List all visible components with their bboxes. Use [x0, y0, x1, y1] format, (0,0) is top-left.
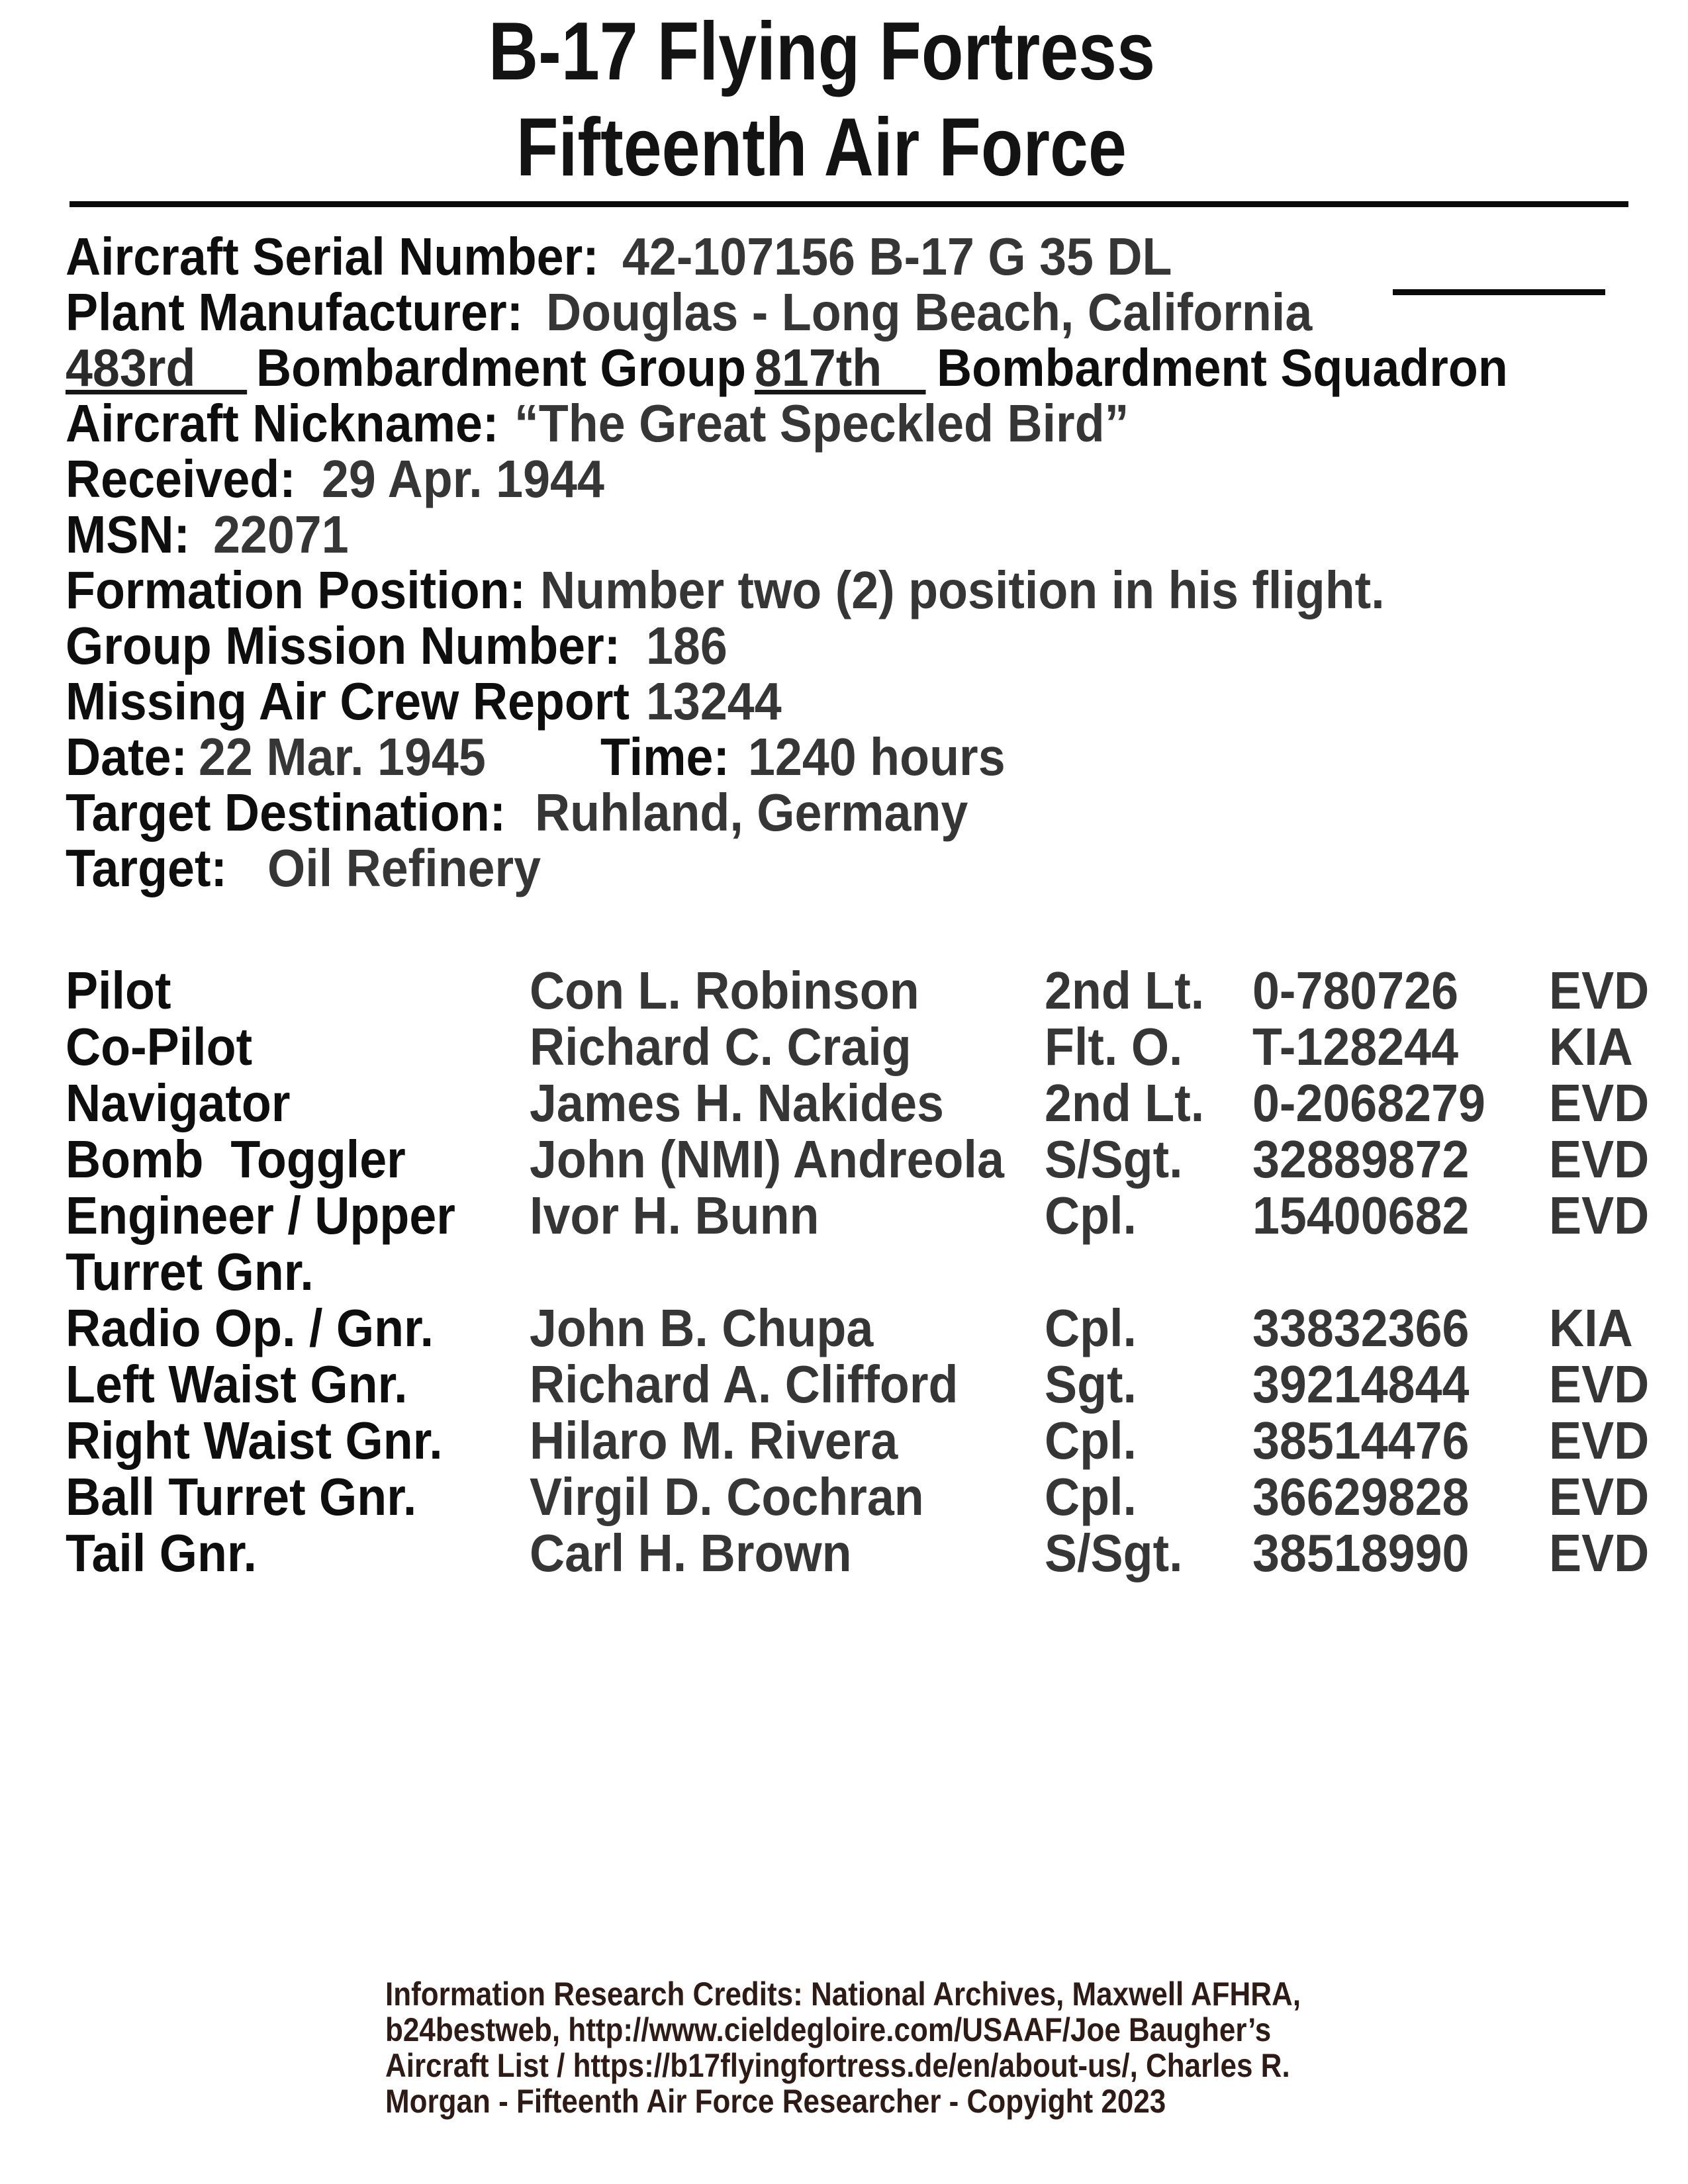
crew-name: James H. Nakides	[530, 1073, 944, 1132]
bomb-group-label: Bombardment Group	[256, 338, 747, 397]
crew-row-ball-turret	[0, 1467, 1688, 1526]
crew-row-navigator	[0, 1073, 1688, 1132]
nickname-value: “The Great Speckled Bird”	[514, 394, 1129, 453]
crew-name: Ivor H. Bunn	[530, 1186, 820, 1245]
plant-manufacturer-label: Plant Manufacturer:	[66, 283, 524, 341]
date-value: 22 Mar. 1945	[199, 727, 486, 786]
crew-name: Hilaro M. Rivera	[530, 1411, 898, 1470]
crew-status: EVD	[1549, 1130, 1650, 1189]
crew-role: Pilot	[66, 961, 171, 1020]
crew-role: Bomb Toggler	[66, 1130, 406, 1189]
msn-label: MSN:	[66, 505, 191, 564]
title-divider-rule	[70, 201, 1628, 207]
title-text: B-17 Flying Fortress	[488, 6, 1155, 97]
target-destination-value: Ruhland, Germany	[535, 783, 968, 842]
crew-rank: Cpl.	[1045, 1467, 1137, 1526]
nickname-label: Aircraft Nickname:	[66, 394, 499, 453]
crew-role: Co-Pilot	[66, 1017, 253, 1076]
crew-rank: Sgt.	[1045, 1355, 1137, 1414]
crew-rank: S/Sgt.	[1045, 1130, 1183, 1189]
crew-row-right-waist	[0, 1411, 1688, 1470]
crew-name: Virgil D. Cochran	[530, 1467, 924, 1526]
time-value: 1240 hours	[748, 727, 1006, 786]
crew-serial: 39214844	[1252, 1355, 1470, 1414]
macr-label: Missing Air Crew Report	[66, 672, 630, 731]
crew-role: Radio Op. / Gnr.	[66, 1298, 434, 1357]
crew-status: KIA	[1549, 1298, 1633, 1357]
crew-status: EVD	[1549, 1073, 1650, 1132]
crew-serial: 32889872	[1252, 1130, 1470, 1189]
bomb-squadron-label: Bombardment Squadron	[937, 338, 1508, 397]
time-label: Time:	[600, 727, 729, 786]
msn-value: 22071	[213, 505, 349, 564]
crew-rank: 2nd Lt.	[1045, 961, 1205, 1020]
group-mission-number-label: Group Mission Number:	[66, 616, 621, 675]
received-value: 29 Apr. 1944	[322, 449, 604, 508]
crew-status: EVD	[1549, 1355, 1650, 1414]
plant-manufacturer-value: Douglas - Long Beach, California	[546, 283, 1313, 341]
received-label: Received:	[66, 449, 296, 508]
crew-role: Tail Gnr.	[66, 1524, 258, 1582]
crew-rank: Cpl.	[1045, 1411, 1137, 1470]
crew-row-pilot	[0, 961, 1688, 1020]
crew-role: Navigator	[66, 1073, 291, 1132]
crew-name: John (NMI) Andreola	[530, 1130, 1004, 1189]
crew-status: EVD	[1549, 1186, 1650, 1245]
crew-rank: Cpl.	[1045, 1298, 1137, 1357]
crew-name: John B. Chupa	[530, 1298, 874, 1357]
crew-serial: T-128244	[1252, 1017, 1459, 1076]
crew-role: Engineer / Upper	[66, 1186, 455, 1245]
crew-name: Con L. Robinson	[530, 961, 919, 1020]
crew-serial: 33832366	[1252, 1298, 1470, 1357]
serial-blank-line	[1393, 289, 1605, 295]
crew-serial: 0-2068279	[1252, 1073, 1485, 1132]
target-destination-label: Target Destination:	[66, 783, 506, 842]
document-title-line2	[0, 102, 1665, 193]
footer-credits-line3: Aircraft List / https://b17flyingfortress.de/en/about-us/, Charles R.	[385, 2047, 1290, 2084]
crew-role-continuation: Turret Gnr.	[66, 1242, 314, 1301]
crew-row-engineer	[0, 1186, 1688, 1245]
target-label: Target:	[66, 839, 227, 897]
formation-position-label: Formation Position:	[66, 561, 526, 619]
footer-credits-line4: Morgan - Fifteenth Air Force Researcher - Copyight 2023	[385, 2083, 1166, 2120]
crew-row-co-pilot	[0, 1017, 1688, 1076]
crew-rank: Flt. O.	[1045, 1017, 1183, 1076]
crew-row-tail-gunner	[0, 1524, 1688, 1582]
crew-serial: 0-780726	[1252, 961, 1459, 1020]
footer-credits-line1: Information Research Credits: National Archives, Maxwell AFHRA,	[385, 1976, 1301, 2013]
crew-serial: 15400682	[1252, 1186, 1470, 1245]
crew-status: KIA	[1549, 1017, 1633, 1076]
crew-status: EVD	[1549, 961, 1650, 1020]
formation-position-value: Number two (2) position in his flight.	[540, 561, 1385, 619]
crew-status: EVD	[1549, 1524, 1650, 1582]
crew-rank: 2nd Lt.	[1045, 1073, 1205, 1132]
crew-row-bomb-toggler	[0, 1130, 1688, 1189]
crew-status: EVD	[1549, 1467, 1650, 1526]
macr-value: 13244	[646, 672, 782, 731]
aircraft-serial-label: Aircraft Serial Number:	[66, 227, 599, 286]
title-text: Fifteenth Air Force	[516, 102, 1127, 193]
crew-role: Left Waist Gnr.	[66, 1355, 408, 1414]
bomb-squadron-number: 817th	[755, 341, 926, 394]
crew-status: EVD	[1549, 1411, 1650, 1470]
group-mission-number-value: 186	[646, 616, 727, 675]
aircraft-serial-value: 42-107156 B-17 G 35 DL	[622, 227, 1172, 286]
document-title-line1	[0, 6, 1665, 97]
footer-credits-line2: b24bestweb, http://www.cieldegloire.com/USAAF/Joe Baugher’s	[385, 2011, 1272, 2048]
crew-serial: 36629828	[1252, 1467, 1470, 1526]
crew-rank: S/Sgt.	[1045, 1524, 1183, 1582]
crew-serial: 38518990	[1252, 1524, 1470, 1582]
crew-name: Richard A. Clifford	[530, 1355, 959, 1414]
crew-serial: 38514476	[1252, 1411, 1470, 1470]
crew-role: Right Waist Gnr.	[66, 1411, 443, 1470]
crew-name: Richard C. Craig	[530, 1017, 912, 1076]
crew-name: Carl H. Brown	[530, 1524, 852, 1582]
date-label: Date:	[66, 727, 188, 786]
bomb-group-number: 483rd	[66, 341, 248, 394]
crew-row-left-waist	[0, 1355, 1688, 1414]
crew-rank: Cpl.	[1045, 1186, 1137, 1245]
crew-role: Ball Turret Gnr.	[66, 1467, 417, 1526]
crew-row-radio-op	[0, 1298, 1688, 1357]
target-value: Oil Refinery	[267, 839, 541, 897]
